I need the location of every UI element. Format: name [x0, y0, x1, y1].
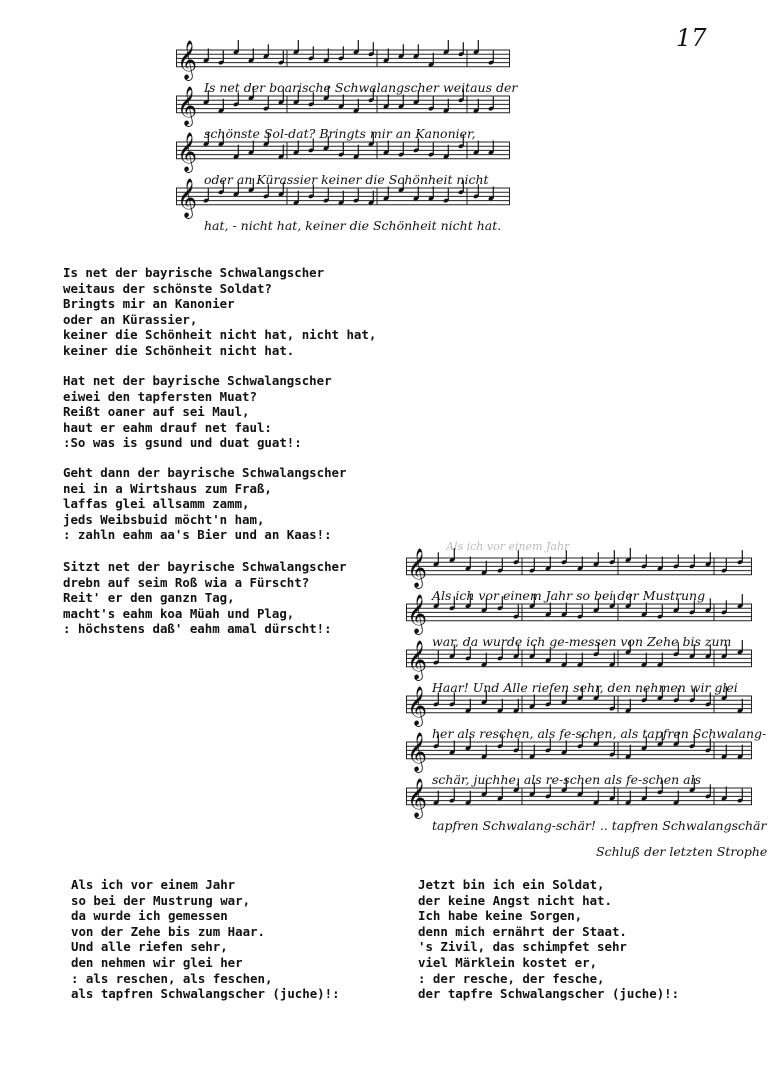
stanza-line: Als ich vor einem Jahr [71, 877, 236, 892]
stanza-line: keiner die Schönheit nicht hat, nicht hat, [63, 327, 377, 343]
stanza-5 [71, 877, 340, 1002]
stanza-line: der keine Angst nicht hat. [418, 892, 612, 908]
score-lyric-line: hat, - nicht hat, keiner die Schönheit nicht hat. [204, 218, 502, 233]
treble-clef-icon: 𝄞 [407, 548, 428, 588]
stanza-line: Geht dann der bayrische Schwalangscher [63, 465, 347, 480]
stanza-line: keiner die Schönheit nicht hat. [63, 342, 295, 358]
score-lyric-line: Is net der boarische Schwalangscher weitaus der [204, 80, 518, 95]
stanza-1 [63, 265, 376, 359]
stanza-line: denn mich ernährt der Staat. [418, 923, 627, 939]
music-score-2-image [406, 530, 766, 870]
staff [176, 40, 510, 81]
score-lyric-line: schönste Sol-dat? Bringts mir an Kanonier, [204, 126, 476, 141]
stanza-line: laffas glei allsamm zamm, [63, 496, 250, 512]
stanza-line: nei in a Wirtshaus zum Fraß, [63, 480, 272, 496]
stanza-line: von der Zehe bis zum Haar. [71, 923, 265, 939]
treble-clef-icon: 𝄞 [407, 778, 428, 818]
treble-clef-icon: 𝄞 [407, 594, 428, 634]
stanza-line: so bei der Mustrung war, [71, 892, 251, 908]
stanza-line: drebn auf seim Roß wia a Fürscht? [63, 574, 310, 590]
treble-clef-icon: 𝄞 [407, 686, 428, 726]
treble-clef-icon: 𝄞 [177, 86, 198, 126]
stanza-line: Ich habe keine Sorgen, [418, 908, 583, 924]
score-lyric-line: tapfren Schwalang-schär! .. tapfren Schwalangschär [432, 818, 767, 833]
score-lyric-line: Haar! Und Alle riefen sehr, den nehmen wir glei [432, 680, 738, 695]
stanza-line: : höchstens daß' eahm amal dürscht!: [63, 621, 332, 637]
treble-clef-icon: 𝄞 [407, 640, 428, 680]
stanza-line: als tapfren Schwalangscher (juche)!: [71, 986, 340, 1002]
treble-clef-icon: 𝄞 [177, 178, 198, 218]
stanza-line: Reißt oaner auf sei Maul, [63, 404, 250, 420]
stanza-line: 's Zivil, das schimpfet sehr [418, 939, 627, 955]
stanza-line: Is net der bayrische Schwalangscher [63, 265, 325, 280]
stanza-line: Sitzt net der bayrische Schwalangscher [63, 559, 347, 574]
score-lyric-line: Als ich vor einem Jahr so bei der Mustrung [432, 588, 706, 603]
page-number: 17 [676, 24, 707, 52]
stanza-line: Hat net der bayrische Schwalangscher [63, 373, 332, 388]
stanza-4 [63, 559, 346, 637]
treble-clef-icon: 𝄞 [407, 732, 428, 772]
score-lyric-line: oder an Kürassier keiner die Schönheit nicht [204, 172, 489, 187]
music-score-1 [176, 30, 518, 240]
score-lyric-line: war, da wurde ich ge-messen von Zehe bis zum [432, 634, 732, 649]
stanza-line: :So was is gsund und duat guat!: [63, 435, 302, 451]
stanza-line: viel Märklein kostet er, [418, 954, 598, 970]
treble-clef-icon: 𝄞 [177, 132, 198, 172]
stanza-line: Reit' er den ganzn Tag, [63, 590, 235, 606]
stanza-line: da wurde ich gemessen [71, 908, 228, 924]
stanza-line: der tapfre Schwalangscher (juche)!: [418, 986, 680, 1002]
stanza-line: : zahln eahm aa's Bier und an Kaas!: [63, 527, 332, 543]
stanza-line: Und alle riefen sehr, [71, 939, 228, 955]
stanza-line: Bringts mir an Kanonier [63, 296, 235, 312]
stanza-6 [418, 877, 679, 1002]
stanza-line: macht's eahm koa Müah und Plag, [63, 605, 295, 621]
stanza-line: haut er eahm drauf net faul: [63, 419, 272, 435]
treble-clef-icon: 𝄞 [177, 40, 198, 80]
stanza-line: den nehmen wir glei her [71, 954, 243, 970]
score-2-faint-title: Als ich vor einem Jahr [446, 540, 570, 553]
stanza-line: jeds Weibsbuid möcht'n ham, [63, 511, 265, 527]
music-score-1-image [176, 30, 518, 240]
stanza-line: Jetzt bin ich ein Soldat, [418, 877, 605, 892]
stanza-line: oder an Kürassier, [63, 311, 198, 327]
stanza-line: eiwei den tapfersten Muat? [63, 388, 257, 404]
stanza-line: : als reschen, als feschen, [71, 970, 273, 986]
stanza-2 [63, 373, 332, 451]
score-lyric-line: her als reschen, als fe-schen, als tapfren Schwalang- [432, 726, 767, 741]
score-lyric-line: schär, juchhe, als re-schen als fe-schen als [432, 772, 702, 787]
stanza-line: weitaus der schönste Soldat? [63, 280, 272, 296]
music-score-2 [406, 530, 766, 870]
stanza-3 [63, 465, 346, 543]
staff [406, 548, 752, 589]
stanza-line: : der resche, der fesche, [418, 970, 605, 986]
score-2-ending-note: Schluß der letzten Strophe [596, 844, 768, 859]
